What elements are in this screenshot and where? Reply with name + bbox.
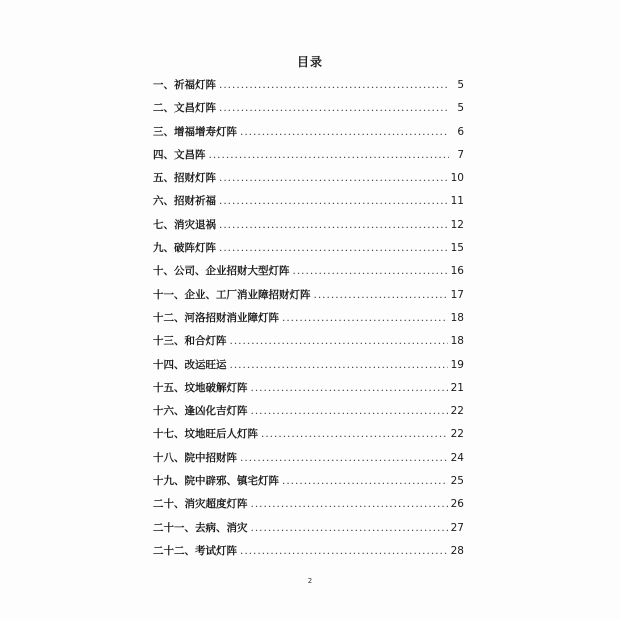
toc-entry-label: 二、文昌灯阵: [153, 102, 216, 115]
toc-entry-page-number: 18: [450, 311, 464, 324]
toc-entry-label: 十六、逢凶化吉灯阵: [153, 405, 248, 418]
toc-entry-label: 三、增福增寿灯阵: [153, 125, 237, 138]
toc-entry-page-number: 22: [450, 428, 464, 441]
toc-list: [153, 74, 464, 563]
toc-entry-page-number: 5: [457, 79, 464, 91]
toc-entry-label: 二十一、去病、消灾: [153, 521, 248, 534]
toc-dot-leader: [219, 237, 448, 260]
toc-entry[interactable]: [153, 284, 464, 307]
toc-entry-label: 四、文昌阵: [153, 148, 206, 161]
toc-entry-page-number: 16: [450, 265, 464, 278]
toc-entry-label: 十、公司、企业招财大型灯阵: [153, 265, 290, 278]
toc-entry[interactable]: [153, 377, 464, 400]
toc-dot-leader: [240, 540, 448, 563]
toc-entry-label: 十三、和合灯阵: [153, 335, 227, 348]
toc-entry[interactable]: [153, 307, 464, 330]
toc-entry[interactable]: [153, 423, 464, 446]
toc-entry[interactable]: [153, 517, 464, 540]
toc-dot-leader: [251, 400, 448, 423]
toc-entry-page-number: 24: [450, 451, 464, 464]
toc-entry[interactable]: [153, 74, 464, 97]
toc-dot-leader: [219, 190, 448, 213]
toc-entry[interactable]: [153, 493, 464, 516]
toc-entry[interactable]: [153, 470, 464, 493]
toc-entry-page-number: 27: [450, 521, 464, 534]
toc-entry-page-number: 11: [450, 195, 464, 208]
toc-entry-label: 六、招财祈福: [153, 195, 216, 208]
toc-dot-leader: [219, 214, 448, 237]
toc-entry[interactable]: [153, 190, 464, 213]
toc-dot-leader: [219, 167, 448, 190]
toc-entry-page-number: 17: [450, 288, 464, 301]
toc-dot-leader: [293, 260, 448, 283]
toc-dot-leader: [282, 307, 448, 330]
toc-dot-leader: [240, 121, 449, 144]
toc-dot-leader: [219, 97, 449, 120]
toc-entry[interactable]: [153, 540, 464, 563]
toc-dot-leader: [261, 423, 448, 446]
toc-entry[interactable]: [153, 330, 464, 353]
toc-title: 目录: [296, 55, 323, 69]
toc-dot-leader: [251, 493, 448, 516]
toc-entry-label: 十七、坟地旺后人灯阵: [153, 428, 258, 441]
toc-entry-page-number: 7: [457, 148, 464, 161]
toc-entry-label: 九、破阵灯阵: [153, 242, 216, 255]
toc-entry[interactable]: [153, 167, 464, 190]
toc-entry-page-number: 19: [450, 358, 464, 371]
toc-dot-leader: [219, 74, 449, 97]
toc-entry[interactable]: [153, 237, 464, 260]
toc-entry-label: 十八、院中招财阵: [153, 451, 237, 464]
toc-entry-label: 二十、消灾超度灯阵: [153, 498, 248, 511]
toc-entry-page-number: 18: [450, 335, 464, 348]
toc-entry-label: 二十二、考试灯阵: [153, 544, 237, 557]
toc-dot-leader: [209, 144, 450, 167]
toc-entry[interactable]: [153, 97, 464, 120]
toc-entry-page-number: 26: [450, 498, 464, 511]
toc-entry-label: 七、消灾退祸: [153, 218, 216, 231]
toc-dot-leader: [251, 517, 448, 540]
toc-entry-label: 十二、河洛招财消业障灯阵: [153, 311, 279, 324]
toc-entry-page-number: 21: [450, 381, 464, 394]
toc-entry-label: 一、祈福灯阵: [153, 79, 216, 91]
toc-entry[interactable]: [153, 354, 464, 377]
toc-dot-leader: [240, 447, 448, 470]
toc-entry-label: 十九、院中辟邪、镇宅灯阵: [153, 475, 279, 488]
toc-dot-leader: [314, 284, 448, 307]
toc-entry-page-number: 6: [457, 125, 464, 138]
toc-dot-leader: [230, 330, 448, 353]
toc-entry[interactable]: [153, 400, 464, 423]
toc-entry-page-number: 12: [450, 218, 464, 231]
footer-page-number: 2: [307, 577, 313, 585]
toc-entry-label: 十四、改运旺运: [153, 358, 227, 371]
toc-dot-leader: [251, 377, 448, 400]
toc-entry-page-number: 22: [450, 405, 464, 418]
toc-entry[interactable]: [153, 447, 464, 470]
toc-entry-page-number: 25: [450, 475, 464, 488]
toc-entry[interactable]: [153, 121, 464, 144]
toc-entry[interactable]: [153, 144, 464, 167]
toc-entry-label: 十一、企业、工厂消业障招财灯阵: [153, 288, 311, 301]
toc-dot-leader: [282, 470, 448, 493]
toc-entry-page-number: 10: [450, 172, 464, 185]
toc-entry-label: 五、招财灯阵: [153, 172, 216, 185]
toc-entry-page-number: 15: [450, 242, 464, 255]
toc-entry[interactable]: [153, 260, 464, 283]
toc-entry-page-number: 28: [450, 544, 464, 557]
toc-entry[interactable]: [153, 214, 464, 237]
toc-dot-leader: [230, 354, 448, 377]
toc-entry-page-number: 5: [457, 102, 464, 115]
toc-entry-label: 十五、坟地破解灯阵: [153, 381, 248, 394]
